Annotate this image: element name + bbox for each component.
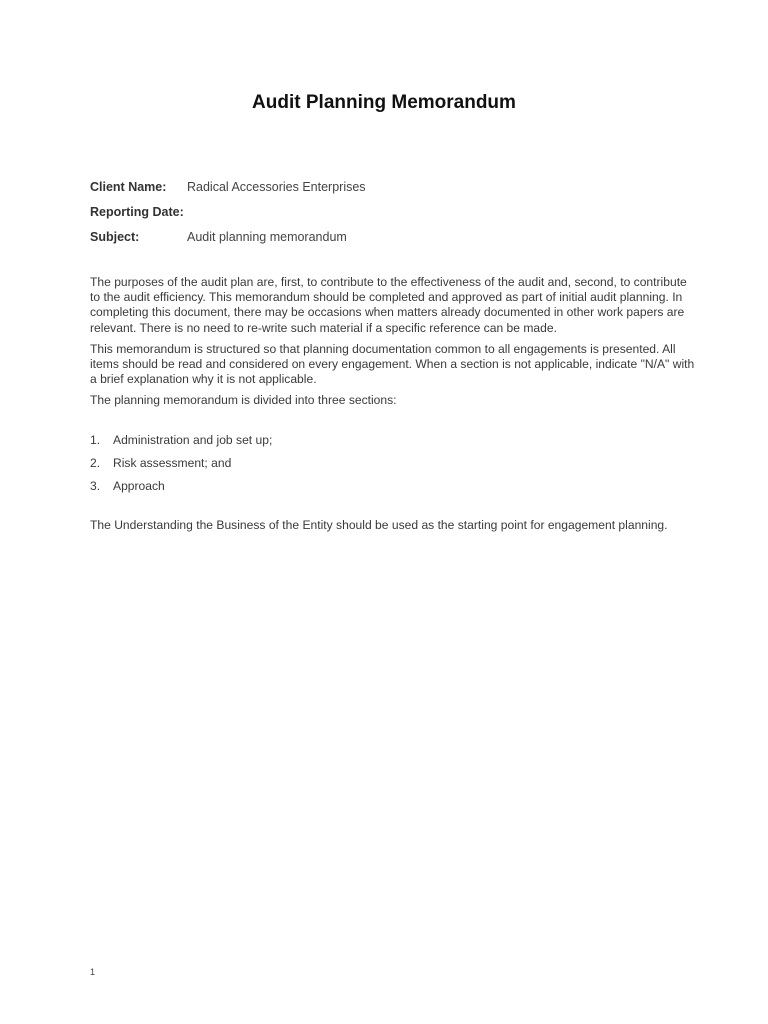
structure-paragraph: This memorandum is structured so that planning documentation common to all engagements is presented. All items should be read and considered on every engagement. When a section is not applicable, indicate "N/A" with a brief explanation why it is not applicable. (90, 341, 695, 387)
list-item (90, 456, 695, 479)
sections-list (90, 433, 695, 502)
memo-header-fields (90, 174, 366, 249)
client-name-row (90, 174, 366, 199)
list-item-number: 1. (90, 432, 101, 447)
subject-row (90, 224, 366, 249)
client-name-value: Radical Accessories Enterprises (187, 179, 366, 194)
sections-intro-paragraph: The planning memorandum is divided into three sections: (90, 393, 397, 408)
memo-body (90, 275, 695, 539)
list-item-text: Approach (113, 478, 165, 493)
list-item (90, 479, 695, 502)
list-item (90, 433, 695, 456)
list-item-number: 3. (90, 478, 101, 493)
subject-label: Subject: (90, 229, 140, 244)
reporting-date-label: Reporting Date: (90, 204, 184, 219)
list-item-text: Risk assessment; and (113, 455, 232, 470)
document-title: Audit Planning Memorandum (252, 92, 516, 113)
list-item-number: 2. (90, 455, 101, 470)
subject-value: Audit planning memorandum (187, 229, 347, 244)
page-number: 1 (90, 967, 96, 977)
purpose-paragraph: The purposes of the audit plan are, first, to contribute to the effectiveness of the audit and, second, to contribute to the audit efficiency. This memorandum should be completed and approved as part of initial audit planning. In completing this document, there may be occasions when matters already documented in other work papers are relevant. There is no need to re-write such material if a specific reference can be made. (90, 275, 687, 335)
reporting-date-row (90, 199, 366, 224)
client-name-label: Client Name: (90, 179, 167, 194)
list-item-text: Administration and job set up; (113, 432, 273, 447)
closing-paragraph: The Understanding the Business of the Entity should be used as the starting point for engagement planning. (90, 517, 668, 532)
